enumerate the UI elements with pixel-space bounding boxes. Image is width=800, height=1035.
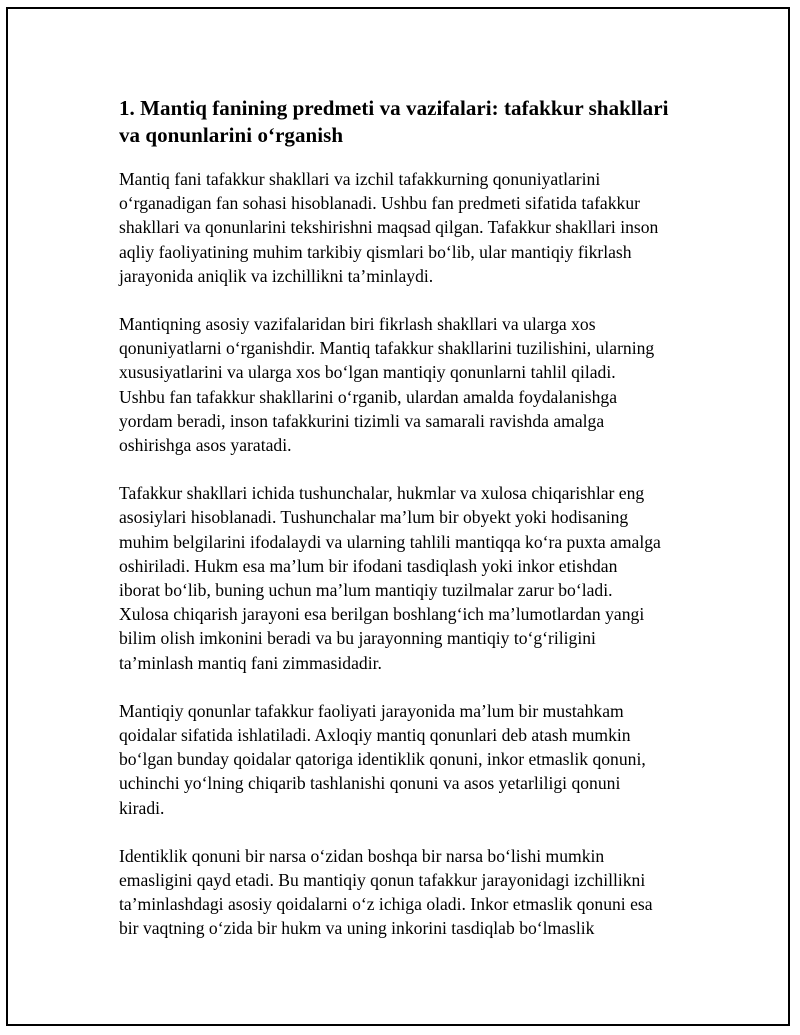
text-line: aqliy faoliyatining muhim tarkibiy qismlari bo‘lib, ular mantiqiy fikrlash [119,241,632,262]
document-page [6,7,790,1026]
text-line: oshirishga asos yaratadi. [119,435,292,456]
text-line: Ushbu fan tafakkur shakllarini o‘rganib, ulardan amalda foydalanishga [119,386,618,407]
text-line: Identiklik qonuni bir narsa o‘zidan boshqa bir narsa bo‘lishi mumkin [119,845,605,866]
text-line: Mantiq fani tafakkur shakllari va izchil tafakkurning qonuniyatlarini [119,169,601,189]
text-line: bir vaqtning o‘zida bir hukm va uning inkorini tasdiqlab bo‘lmaslik [119,918,595,939]
text-line: kiradi. [119,797,165,818]
paragraph [119,481,699,675]
text-line: bo‘lgan bunday qoidalar qatoriga identiklik qonuni, inkor etmaslik qonuni, [119,749,646,770]
text-line: uchinchi yo‘lning chiqarib tashlanishi qonuni va asos yetarliligi qonuni [119,773,621,794]
text-line: ta’minlashdagi asosiy qoidalarni o‘z ichiga oladi. Inkor etmaslik qonuni esa [119,894,653,915]
text-line: shakllari va qonunlarini tekshirishni maqsad qilgan. Tafakkur shakllari inson [119,217,659,238]
paragraph [119,312,699,457]
title-line: va qonunlarini o‘rganish [119,123,344,147]
text-line: Xulosa chiqarish jarayoni esa berilgan boshlang‘ich ma’lumotlardan yangi [119,604,645,625]
text-line: Mantiqiy qonunlar tafakkur faoliyati jarayonida ma’lum bir mustahkam [119,700,624,721]
text-line: asosiylari hisoblanadi. Tushunchalar ma’lum bir obyekt yoki hodisaning [119,507,629,528]
text-line: muhim belgilarini ifodalaydi va ularning tahlili mantiqqa ko‘ra puxta amalga [119,531,661,552]
text-line: oshiriladi. Hukm esa ma’lum bir ifodani tasdiqlash yoki inkor etishdan [119,555,618,576]
text-line: ta’minlash mantiq fani zimmasidadir. [119,652,382,673]
text-line: xususiyatlarini va ularga xos bo‘lgan mantiqiy qonunlarni tahlil qiladi. [119,362,616,383]
text-line: emasligini qayd etadi. Bu mantiqiy qonun tafakkur jarayonidagi izchillikni [119,870,646,891]
text-line: Tafakkur shakllari ichida tushunchalar, hukmlar va xulosa chiqarishlar eng [119,483,645,504]
title-line: 1. Mantiq fanining predmeti va vazifalari: tafakkur shakllari [119,96,669,120]
text-line: qoidalar sifatida ishlatiladi. Axloqiy mantiq qonunlari deb atash mumkin [119,725,631,746]
text-line: Mantiqning asosiy vazifalaridan biri fikrlash shakllari va ularga xos [119,314,596,335]
text-line: qonuniyatlarni o‘rganishdir. Mantiq tafakkur shakllarini tuzilishini, ularning [119,338,655,359]
text-line: bilim olish imkonini beradi va bu jarayonning mantiqiy to‘g‘riligini [119,628,596,649]
document-content [119,95,699,965]
text-line: o‘rganadigan fan sohasi hisoblanadi. Ushbu fan predmeti sifatida tafakkur [119,193,640,214]
document-title [119,95,699,149]
text-line: iborat bo‘lib, buning uchun ma’lum mantiqiy tuzilmalar zarur bo‘ladi. [119,580,613,601]
paragraph [119,699,699,820]
paragraph [119,167,699,288]
text-line: yordam beradi, inson tafakkurini tizimli va samarali ravishda amalga [119,410,605,431]
paragraph [119,844,699,941]
text-line: jarayonida aniqlik va izchillikni ta’minlaydi. [119,265,434,286]
